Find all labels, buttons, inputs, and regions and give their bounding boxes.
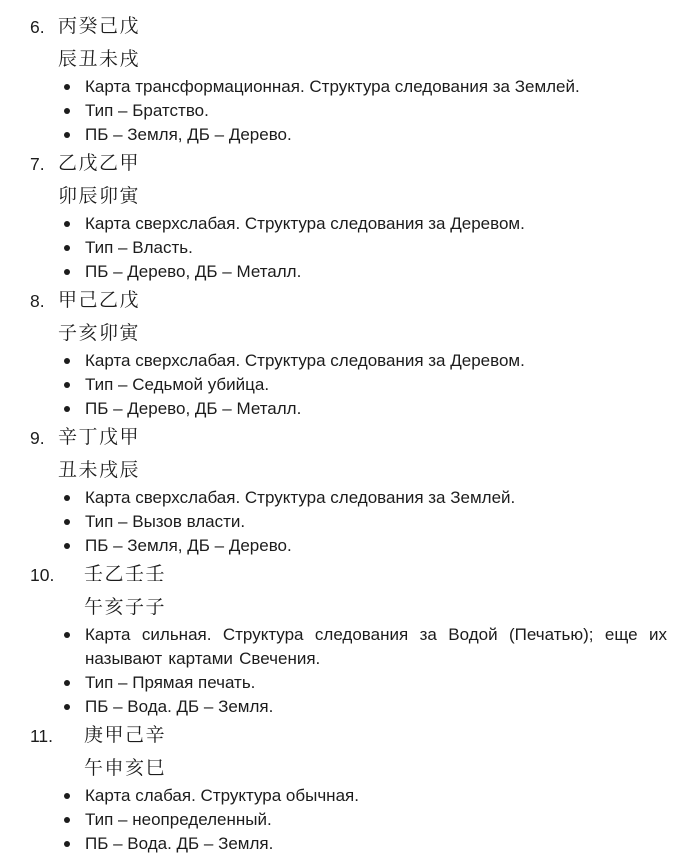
bullet-icon <box>64 495 70 501</box>
bullet-text: Тип – Вызов власти. <box>85 512 246 531</box>
earthly-branches-text: 午亥子子 <box>84 597 167 618</box>
bullet-icon <box>64 221 70 227</box>
item-number: 10. <box>30 565 55 585</box>
bullet-item <box>0 99 694 123</box>
bullet-item <box>0 373 694 397</box>
bullet-item <box>0 75 694 99</box>
heavenly-stems-text: 庚甲己辛 <box>84 725 167 746</box>
bullet-item <box>0 623 694 671</box>
bullet-icon <box>64 84 70 90</box>
heavenly-stems-text: 丙癸己戊 <box>58 16 141 37</box>
bullet-icon <box>64 841 70 847</box>
bullet-icon <box>64 269 70 275</box>
bullet-text: Карта сверхслабая. Структура следования за Деревом. <box>85 351 525 370</box>
list-item <box>0 284 694 421</box>
bullet-text: Карта сверхслабая. Структура следования за Деревом. <box>85 214 525 233</box>
bullet-text: Тип – Седьмой убийца. <box>85 375 270 394</box>
bullet-icon <box>64 406 70 412</box>
bullet-text: Карта трансформационная. Структура следования за Землей. <box>85 77 580 96</box>
bullet-list <box>0 486 694 558</box>
earthly-branches-text: 卯辰卯寅 <box>58 186 141 207</box>
item-heading <box>0 421 694 455</box>
bullet-item <box>0 808 694 832</box>
bullet-item <box>0 832 694 856</box>
bullet-item <box>0 260 694 284</box>
bullet-text: ПБ – Вода. ДБ – Земля. <box>85 697 274 716</box>
bullet-item <box>0 123 694 147</box>
bullet-text: Карта сильная. Структура следования за Водой (Печатью); еще их называют картами Свечения. <box>85 625 667 668</box>
bullet-item <box>0 671 694 695</box>
bullet-icon <box>64 704 70 710</box>
bullet-list <box>0 75 694 147</box>
heavenly-stems-text: 甲己乙戊 <box>58 290 141 311</box>
item-number: 7. <box>30 154 45 174</box>
bullet-icon <box>64 382 70 388</box>
heavenly-stems-text: 壬乙壬壬 <box>84 564 167 585</box>
bullet-list <box>0 349 694 421</box>
bullet-item <box>0 349 694 373</box>
bullet-icon <box>64 245 70 251</box>
bullet-item <box>0 695 694 719</box>
bullet-item <box>0 534 694 558</box>
bullet-text: Тип – Братство. <box>85 101 209 120</box>
earthly-branches-text: 子亥卯寅 <box>58 323 141 344</box>
bullet-item <box>0 236 694 260</box>
bullet-icon <box>64 108 70 114</box>
bullet-text: ПБ – Дерево, ДБ – Металл. <box>85 262 302 281</box>
bullet-text: Тип – Прямая печать. <box>85 673 256 692</box>
heavenly-stems-text: 乙戊乙甲 <box>58 153 141 174</box>
bullet-item <box>0 397 694 421</box>
bullet-icon <box>64 132 70 138</box>
card-list <box>0 10 694 856</box>
bullet-text: Тип – неопределенный. <box>85 810 272 829</box>
bullet-list <box>0 212 694 284</box>
bullet-list <box>0 784 694 856</box>
bullet-text: ПБ – Дерево, ДБ – Металл. <box>85 399 302 418</box>
bullet-icon <box>64 680 70 686</box>
item-number: 9. <box>30 428 45 448</box>
bullet-list <box>0 623 694 719</box>
bullet-icon <box>64 817 70 823</box>
earthly-branches-text: 午申亥巳 <box>84 758 167 779</box>
bullet-icon <box>64 519 70 525</box>
list-item <box>0 719 694 856</box>
list-item <box>0 10 694 147</box>
bullet-text: Карта сверхслабая. Структура следования за Землей. <box>85 488 516 507</box>
bullet-item <box>0 784 694 808</box>
heavenly-stems-text: 辛丁戊甲 <box>58 427 141 448</box>
bullet-text: ПБ – Земля, ДБ – Дерево. <box>85 536 292 555</box>
bullet-icon <box>64 793 70 799</box>
list-item <box>0 421 694 558</box>
bullet-item <box>0 510 694 534</box>
bullet-text: ПБ – Земля, ДБ – Дерево. <box>85 125 292 144</box>
bullet-text: ПБ – Вода. ДБ – Земля. <box>85 834 274 853</box>
list-item <box>0 147 694 284</box>
item-heading <box>0 558 694 592</box>
bullet-icon <box>64 543 70 549</box>
earthly-branches-text: 丑未戌辰 <box>58 460 141 481</box>
item-heading <box>0 147 694 181</box>
bullet-text: Карта слабая. Структура обычная. <box>85 786 359 805</box>
item-number: 6. <box>30 17 45 37</box>
list-item <box>0 558 694 719</box>
item-heading <box>0 719 694 753</box>
bullet-item <box>0 486 694 510</box>
bullet-item <box>0 212 694 236</box>
item-number: 8. <box>30 291 45 311</box>
bullet-icon <box>64 358 70 364</box>
bullet-text: Тип – Власть. <box>85 238 193 257</box>
item-heading <box>0 10 694 44</box>
item-number: 11. <box>30 726 54 746</box>
earthly-branches-text: 辰丑未戌 <box>58 49 141 70</box>
item-heading <box>0 284 694 318</box>
bullet-icon <box>64 632 70 638</box>
